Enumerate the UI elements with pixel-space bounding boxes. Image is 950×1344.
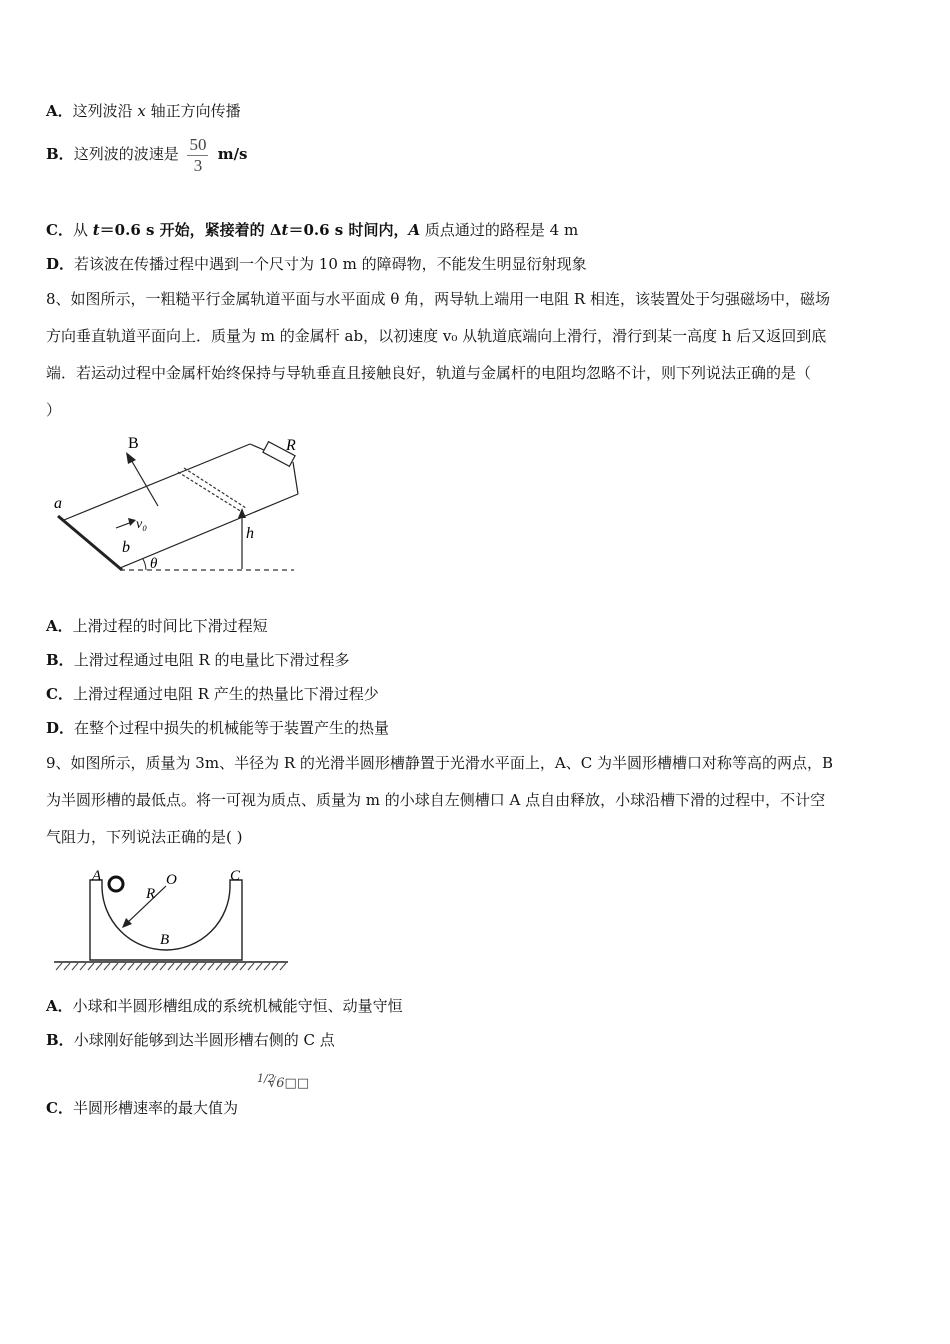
label-C: C: [230, 868, 241, 884]
semicircle-groove-figure: [52, 866, 292, 974]
option-label: A．: [46, 997, 73, 1015]
q9-option-a: [46, 996, 403, 1016]
option-text: 轴正方向传播: [145, 102, 241, 120]
q8-option-b: [46, 650, 350, 670]
rod-top-position: [184, 468, 246, 508]
label-b: b: [122, 539, 130, 556]
option-text: 半圆形槽速率的最大值为: [72, 1099, 238, 1117]
rail-connector: [293, 462, 298, 494]
inclined-rail-figure: [50, 428, 310, 578]
option-var: x: [137, 102, 146, 120]
q8-option-d: [46, 718, 389, 738]
label-A: A: [92, 868, 102, 884]
stem-line: 方向垂直轨道平面向上．质量为 m 的金属杆 ab，以初速度 v₀ 从轨道底端向上滑行，滑行到某一高度 h 后又返回到底: [46, 327, 827, 345]
q7-option-c: [46, 220, 578, 240]
option-text: ＝0.6 s 开始，紧接着的 Δ: [99, 221, 282, 239]
stem-line: 端．若运动过程中金属杆始终保持与导轨垂直且接触良好，轨道与金属杆的电阻均忽略不计，则下列说法正确的是（: [46, 364, 812, 382]
q9-option-c: [46, 1098, 238, 1118]
option-text: 小球刚好能够到达半圆形槽右侧的 C 点: [73, 1031, 335, 1049]
stem-line: ）: [46, 401, 62, 419]
formula-half: 1/2: [257, 1072, 275, 1085]
label-R: R: [286, 437, 296, 454]
option-text: 在整个过程中损失的机械能等于装置产生的热量: [74, 719, 390, 737]
option-var: t: [281, 221, 289, 239]
field-arrow: [130, 458, 158, 506]
option-var: t: [92, 221, 100, 239]
option-text: 从: [72, 221, 93, 239]
option-text: 若该波在传播过程中遇到一个尺寸为 10 m 的障碍物，不能发生明显衍射现象: [74, 255, 587, 273]
stem-line: 9、如图所示，质量为 3m、半径为 R 的光滑半圆形槽静置于光滑水平面上，A、C 为半圆形槽槽口对称等高的两点，B: [46, 754, 834, 772]
label-B: B: [160, 932, 170, 948]
label-h: h: [246, 525, 254, 542]
option-label: B．: [46, 651, 74, 669]
formula-sqrt: √6□□: [268, 1076, 310, 1091]
option-text: 质点通过的路程是 4 m: [420, 221, 579, 239]
arrow-head: [126, 452, 136, 464]
option-label: C．: [46, 685, 73, 703]
label-O: O: [166, 872, 177, 888]
option-label: D．: [46, 719, 75, 737]
option-label: B．: [46, 145, 74, 163]
q9-stem: [46, 745, 906, 856]
q7-option-b: [46, 134, 248, 176]
option-label: D．: [46, 255, 75, 273]
option-text: 上滑过程的时间比下滑过程短: [72, 617, 268, 635]
q8-option-c: [46, 684, 379, 704]
velocity-fraction: [187, 135, 208, 176]
option-text: ＝0.6 s 时间内，: [288, 221, 409, 239]
option-label: A．: [46, 617, 73, 635]
stem-line: 气阻力，下列说法正确的是( ): [46, 828, 243, 846]
option-text: 这列波的波速是: [73, 145, 184, 163]
rod-top-position: [178, 472, 242, 512]
option-text: 这列波沿: [72, 102, 138, 120]
label-v0: v₀: [136, 517, 148, 532]
q8-stem: [46, 281, 906, 429]
label-a: a: [54, 495, 62, 512]
theta-arc: [143, 559, 146, 570]
label-R: R: [146, 886, 156, 902]
option-var: A: [408, 221, 421, 239]
rail-connector: [250, 444, 264, 450]
q8-option-a: [46, 616, 268, 636]
option-label: B．: [46, 1031, 74, 1049]
option-text: 小球和半圆形槽组成的系统机械能守恒、动量守恒: [72, 997, 403, 1015]
ball: [109, 877, 123, 891]
q7-option-a: [46, 101, 241, 121]
stem-line: 8、如图所示，一粗糙平行金属轨道平面与水平面成 θ 角，两导轨上端用一电阻 R 相连，该装置处于匀强磁场中，磁场: [46, 290, 830, 308]
stem-line: 为半圆形槽的最低点。将一可视为质点、质量为 m 的小球自左侧槽口 A 点自由释放，小球沿槽下滑的过程中，不计空: [46, 791, 826, 809]
ground-hatching: [56, 963, 286, 970]
option-label: C．: [46, 221, 73, 239]
q9-option-b: [46, 1030, 335, 1050]
arrow-head: [128, 518, 136, 526]
metal-rod-ab: [58, 516, 122, 570]
q7-option-d: [46, 254, 587, 274]
groove-body: [90, 880, 242, 960]
option-text: 上滑过程通过电阻 R 产生的热量比下滑过程少: [72, 685, 379, 703]
label-theta: θ: [150, 556, 158, 572]
option-label: C．: [46, 1099, 73, 1117]
fraction-numerator: 50: [189, 134, 207, 154]
option-text: 上滑过程通过电阻 R 的电量比下滑过程多: [73, 651, 350, 669]
fraction-denominator: 3: [193, 155, 203, 175]
option-label: A．: [46, 102, 73, 120]
arrow-head: [238, 508, 246, 518]
upper-rail: [64, 444, 250, 520]
option-unit: m/s: [212, 145, 248, 163]
label-B: B: [128, 435, 139, 452]
